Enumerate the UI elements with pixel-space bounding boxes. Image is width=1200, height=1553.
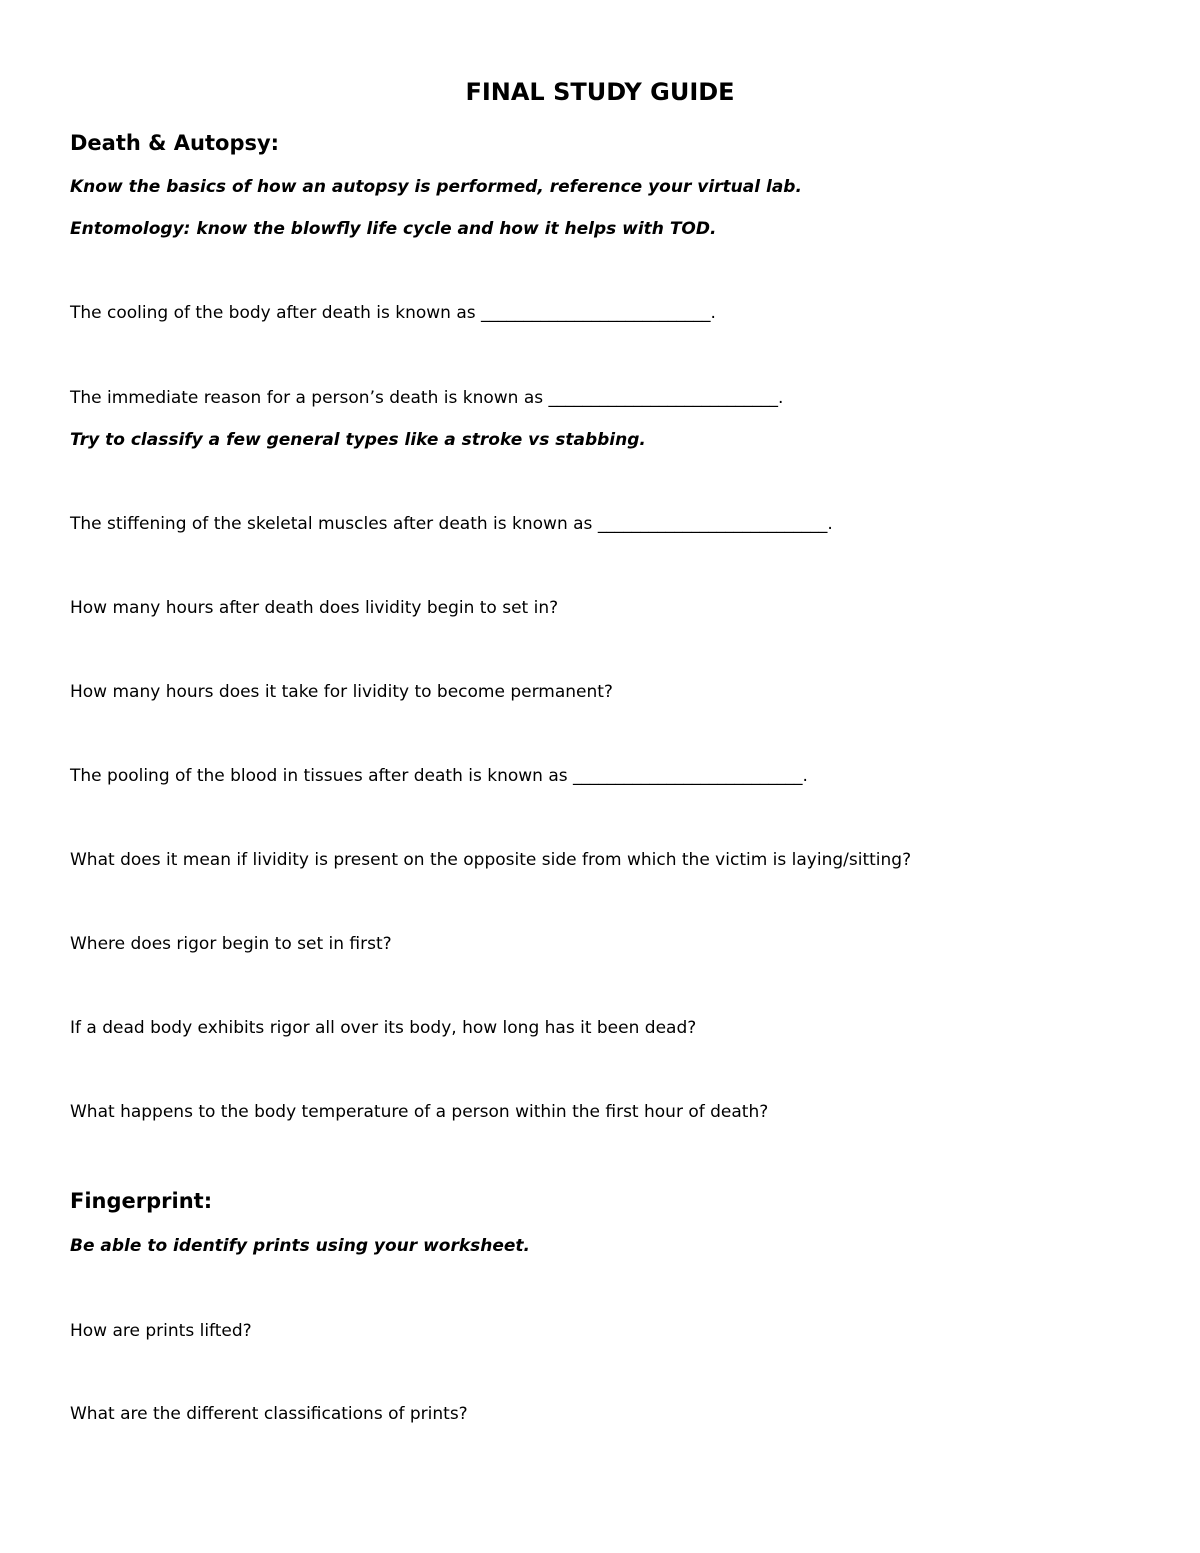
question-immediate-reason: The immediate reason for a person’s death is known as ___________________________. bbox=[70, 388, 784, 408]
note-entomology: Entomology: know the blowfly life cycle and how it helps with TOD. bbox=[70, 219, 717, 239]
question-prints-lifted: How are prints lifted? bbox=[70, 1321, 252, 1341]
question-print-classifications: What are the different classifications of prints? bbox=[70, 1404, 468, 1424]
note-identify-prints: Be able to identify prints using your worksheet. bbox=[70, 1236, 531, 1256]
note-classify-types: Try to classify a few general types like a stroke vs stabbing. bbox=[70, 430, 646, 450]
question-rigor-first: Where does rigor begin to set in first? bbox=[70, 934, 392, 954]
question-cooling: The cooling of the body after death is known as ___________________________. bbox=[70, 303, 716, 323]
question-stiffening: The stiffening of the skeletal muscles after death is known as ___________________________. bbox=[70, 514, 833, 534]
section-heading-fingerprint: Fingerprint: bbox=[70, 1189, 213, 1213]
question-pooling: The pooling of the blood in tissues after death is known as ___________________________. bbox=[70, 766, 808, 786]
question-lividity-permanent: How many hours does it take for lividity to become permanent? bbox=[70, 682, 613, 702]
question-lividity-opposite: What does it mean if lividity is present on the opposite side from which the victim is laying/sitting? bbox=[70, 850, 912, 870]
question-body-temperature: What happens to the body temperature of a person within the first hour of death? bbox=[70, 1102, 769, 1122]
page-title: FINAL STUDY GUIDE bbox=[465, 78, 735, 106]
question-lividity-begin: How many hours after death does lividity begin to set in? bbox=[70, 598, 559, 618]
question-rigor-all-over: If a dead body exhibits rigor all over its body, how long has it been dead? bbox=[70, 1018, 697, 1038]
section-heading-death-autopsy: Death & Autopsy: bbox=[70, 131, 280, 155]
note-autopsy-basics: Know the basics of how an autopsy is performed, reference your virtual lab. bbox=[70, 177, 802, 197]
